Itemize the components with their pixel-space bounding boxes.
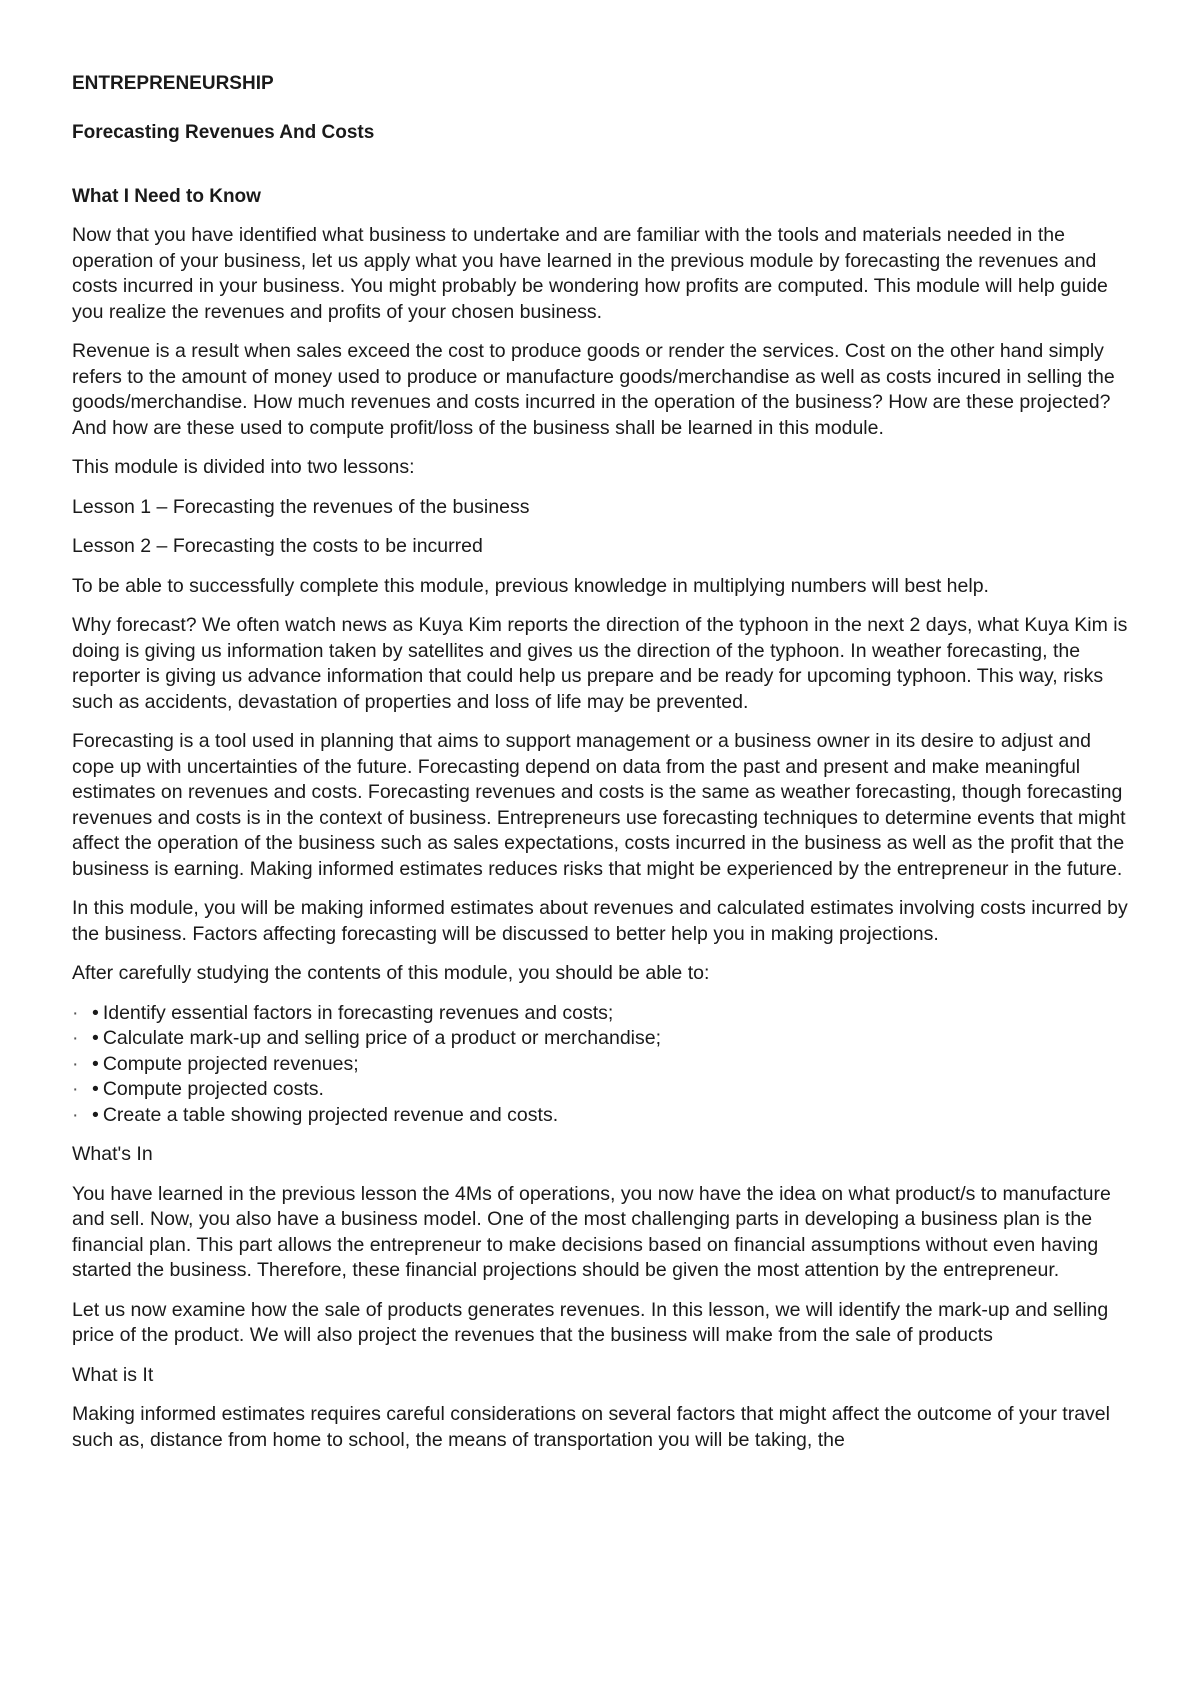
section-heading-what-i-need-to-know: What I Need to Know: [72, 186, 261, 207]
list-item: [72, 1077, 1132, 1103]
bullet: •: [92, 1078, 99, 1100]
list-item: [72, 1103, 1132, 1129]
lesson-1-line: Lesson 1 – Forecasting the revenues of the business: [72, 495, 530, 518]
list-item-text: Calculate mark-up and selling price of a product or merchandise;: [102, 1027, 662, 1049]
paragraph: Forecasting is a tool used in planning that aims to support management or a business owner in its desire to adjust and cope up with uncertainties of the future. Forecasting depend on data from the past and present and make meaningful estimates on revenues and costs. Forecasting revenues and costs is the same as weather forecasting, though forecasting revenues and costs is in the context of business. Entrepreneurs use forecasting techniques to determine events that might affect the operation of the business such as sales expectations, costs incurred in the business as well as the profit that the business is earning. Making informed estimates reduces risks that might be experienced by the entrepreneur in the future.: [72, 730, 1126, 880]
paragraph: Now that you have identified what business to undertake and are familiar with the tools and materials needed in the operation of your business, let us apply what you have learned in the previous module by forecasting the revenues and costs incurred in your business. You might probably be wondering how profits are computed. This module will help guide you realize the revenues and profits of your chosen business.: [72, 224, 1108, 323]
lesson-2-line: Lesson 2 – Forecasting the costs to be incurred: [72, 535, 483, 557]
paragraph: You have learned in the previous lesson the 4Ms of operations, you now have the idea on what product/s to manufacture and sell. Now, you also have a business model. One of the most challenging parts in developing a business plan is the financial plan. This part allows the entrepreneur to make decisions based on financial assumptions without even having started the business. Therefore, these financial projections should be given the most attention by the entrepreneur.: [72, 1182, 1111, 1281]
paragraph: After carefully studying the contents of this module, you should be able to:: [72, 962, 710, 984]
paragraph: Let us now examine how the sale of products generates revenues. In this lesson, we will identify the mark-up and selling price of the product. We will also project the revenues that the business will make from the sale of products: [72, 1298, 1109, 1346]
section-heading-what-is-it: What is It: [72, 1363, 154, 1386]
section-heading-whats-in: What's In: [72, 1143, 153, 1165]
objectives-list: [72, 1001, 1132, 1129]
list-item-text: Compute projected revenues;: [102, 1052, 359, 1075]
list-item-text: Compute projected costs.: [102, 1078, 324, 1100]
list-item: [72, 1026, 1132, 1052]
bullet: •: [92, 1052, 99, 1075]
document-page: [72, 72, 1132, 1467]
list-item-text: Create a table showing projected revenue and costs.: [102, 1103, 559, 1126]
paragraph: This module is divided into two lessons:: [72, 456, 415, 478]
bullet: •: [92, 1103, 99, 1126]
document-subtitle: Forecasting Revenues And Costs: [72, 122, 375, 143]
list-item-text: Identify essential factors in forecasting revenues and costs;: [102, 1001, 614, 1024]
paragraph: Why forecast? We often watch news as Kuya Kim reports the direction of the typhoon in the next 2 days, what Kuya Kim is doing is giving us information taken by satellites and gives us the direction of the typhoon. In weather forecasting, the reporter is giving us advance information that could help us prepare and be ready for upcoming typhoon. This way, risks such as accidents, devastation of properties and loss of life may be prevented.: [72, 614, 1128, 713]
document-title: ENTREPRENEURSHIP: [72, 73, 274, 94]
paragraph: To be able to successfully complete this module, previous knowledge in multiplying numbers will best help.: [72, 574, 989, 597]
paragraph: Revenue is a result when sales exceed the cost to produce goods or render the services. Cost on the other hand simply refers to the amount of money used to produce or manufacture goods/merchandise as well as costs incured in selling the goods/merchandise. How much revenues and costs incurred in the operation of the business? How are these projected? And how are these used to compute profit/loss of the business shall be learned in this module.: [72, 340, 1115, 439]
bullet: •: [92, 1001, 99, 1024]
list-item: [72, 1052, 1132, 1078]
paragraph: In this module, you will be making informed estimates about revenues and calculated estimates involving costs incurred by the business. Factors affecting forecasting will be discussed to better help you in making projections.: [72, 897, 1128, 945]
paragraph: Making informed estimates requires careful considerations on several factors that might affect the outcome of your travel such as, distance from home to school, the means of transportation you will be taking, the: [72, 1403, 1110, 1451]
list-item: [72, 1001, 1132, 1027]
bullet: •: [92, 1027, 99, 1049]
